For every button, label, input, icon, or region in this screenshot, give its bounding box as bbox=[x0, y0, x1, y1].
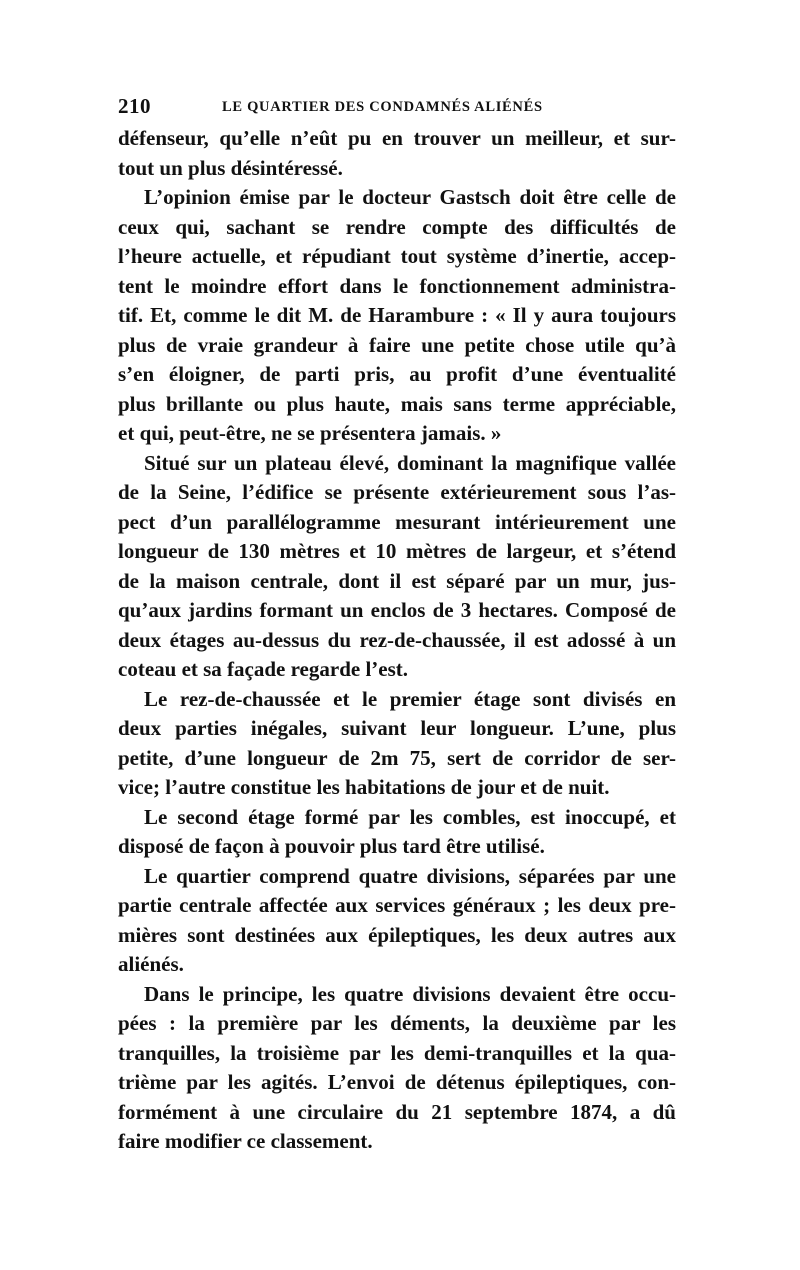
text-line: pect d’un parallélogramme mesurant intérieurement une bbox=[118, 509, 676, 534]
page-header bbox=[118, 94, 598, 120]
text-line: plus de vraie grandeur à faire une petite chose utile qu’à bbox=[118, 332, 676, 357]
text-line: tout un plus désintéressé. bbox=[118, 155, 343, 180]
text-line: ceux qui, sachant se rendre compte des difficultés de bbox=[118, 214, 676, 239]
text-line: trième par les agités. L’envoi de détenus épileptiques, con- bbox=[118, 1070, 676, 1094]
text-line: Le second étage formé par les combles, est inoccupé, et bbox=[144, 804, 676, 829]
text-line: longueur de 130 mètres et 10 mètres de largeur, et s’étend bbox=[118, 539, 676, 563]
text-line: l’heure actuelle, et répudiant tout système d’inertie, accep- bbox=[118, 244, 676, 268]
text-line: tif. Et, comme le dit M. de Harambure : « Il y aura toujours bbox=[118, 303, 676, 327]
text-line: coteau et sa façade regarde l’est. bbox=[118, 657, 409, 681]
text-line: et qui, peut-être, ne se présentera jamais. » bbox=[118, 421, 502, 445]
text-line: de la Seine, l’édifice se présente extérieurement sous l’as- bbox=[118, 480, 676, 504]
text-line: deux parties inégales, suivant leur longueur. L’une, plus bbox=[118, 716, 676, 740]
text-line: vice; l’autre constitue les habitations de jour et de nuit. bbox=[118, 775, 610, 799]
text-line: disposé de façon à pouvoir plus tard être utilisé. bbox=[118, 834, 545, 858]
text-line: Le quartier comprend quatre divisions, séparées par une bbox=[144, 863, 676, 888]
text-line: mières sont destinées aux épileptiques, les deux autres aux bbox=[118, 922, 676, 947]
text-line: tranquilles, la troisième par les demi-tranquilles et la qua- bbox=[118, 1040, 676, 1065]
text-line: L’opinion émise par le docteur Gastsch doit être celle de bbox=[144, 185, 676, 209]
text-line: s’en éloigner, de parti pris, au profit d’une éventualité bbox=[118, 362, 676, 386]
text-line: Situé sur un plateau élevé, dominant la magnifique vallée bbox=[144, 450, 676, 475]
text-line: aliénés. bbox=[118, 952, 184, 976]
text-line: formément à une circulaire du 21 septembre 1874, a dû bbox=[118, 1099, 676, 1124]
running-head: LE QUARTIER DES CONDAMNÉS ALIÉNÉS bbox=[222, 99, 543, 115]
body-text bbox=[118, 124, 676, 1157]
page-number: 210 bbox=[118, 94, 151, 118]
text-line: tent le moindre effort dans le fonctionnement administra- bbox=[118, 273, 676, 298]
text-line: plus brillante ou plus haute, mais sans terme appréciable, bbox=[118, 391, 676, 416]
text-line: pées : la première par les déments, la deuxième par les bbox=[118, 1011, 676, 1035]
text-line: Dans le principe, les quatre divisions devaient être occu- bbox=[144, 981, 676, 1006]
text-line: Le rez-de-chaussée et le premier étage sont divisés en bbox=[144, 686, 676, 711]
text-line: défenseur, qu’elle n’eût pu en trouver un meilleur, et sur- bbox=[118, 126, 676, 150]
text-line: petite, d’une longueur de 2m 75, sert de corridor de ser- bbox=[118, 745, 676, 770]
text-line: qu’aux jardins formant un enclos de 3 hectares. Composé de bbox=[118, 598, 676, 622]
text-line: deux étages au-dessus du rez-de-chaussée, il est adossé à un bbox=[118, 627, 676, 652]
text-line: faire modifier ce classement. bbox=[118, 1129, 373, 1153]
text-line: de la maison centrale, dont il est séparé par un mur, jus- bbox=[118, 568, 676, 593]
text-line: partie centrale affectée aux services généraux ; les deux pre- bbox=[118, 893, 676, 917]
